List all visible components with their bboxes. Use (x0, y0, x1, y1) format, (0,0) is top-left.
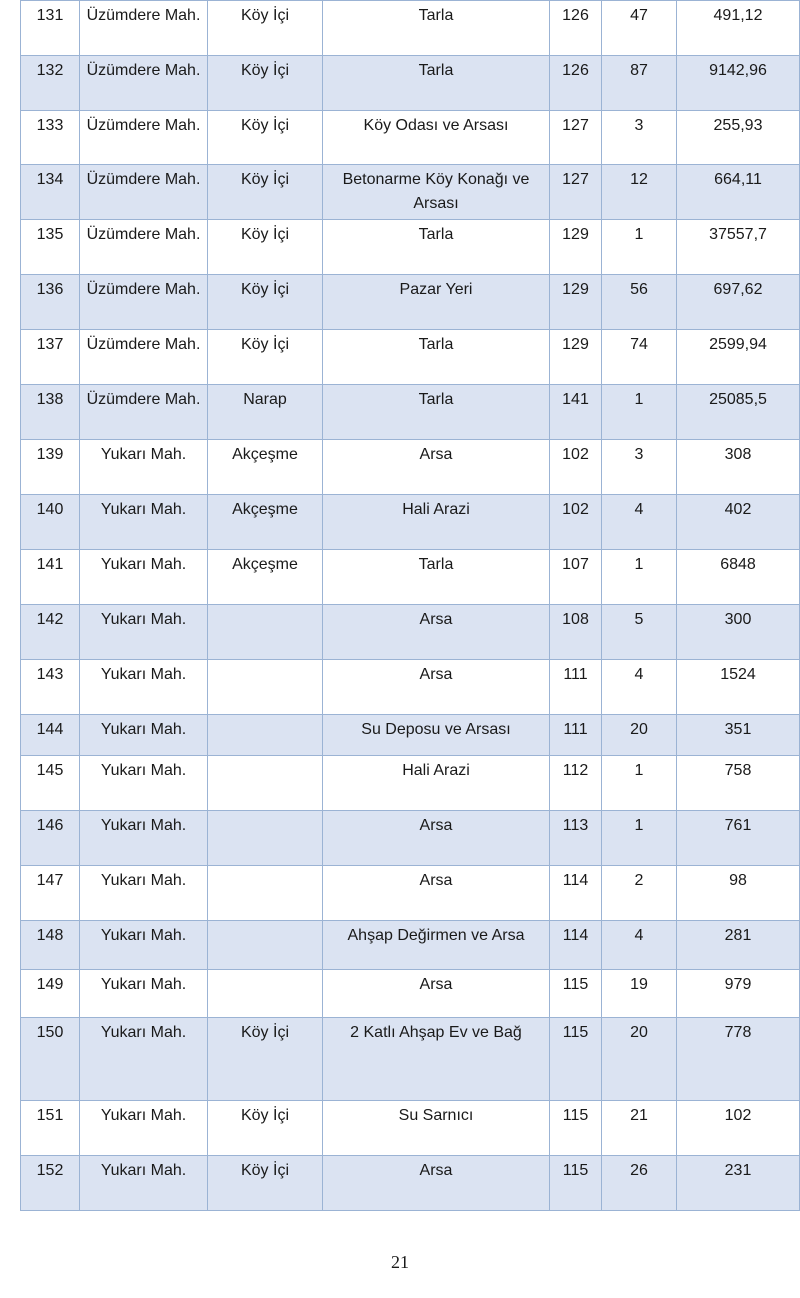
block-cell: 113 (550, 811, 602, 866)
property-type-cell: Betonarme Köy Konağı ve Arsası (323, 165, 550, 220)
area-cell: 6848 (677, 550, 800, 605)
neighborhood-cell: Yukarı Mah. (80, 970, 208, 1018)
table-row (21, 660, 800, 715)
location-cell (208, 605, 323, 660)
area-cell: 491,12 (677, 1, 800, 56)
table-row (21, 550, 800, 605)
location-cell (208, 866, 323, 921)
property-type-cell: Arsa (323, 660, 550, 715)
neighborhood-cell: Üzümdere Mah. (80, 165, 208, 220)
row-number-cell: 144 (21, 715, 80, 756)
row-number-cell: 151 (21, 1101, 80, 1156)
neighborhood-cell: Üzümdere Mah. (80, 111, 208, 165)
block-cell: 111 (550, 660, 602, 715)
table-row (21, 275, 800, 330)
parcel-cell: 74 (602, 330, 677, 385)
parcel-cell: 56 (602, 275, 677, 330)
property-type-cell: Tarla (323, 56, 550, 111)
row-number-cell: 140 (21, 495, 80, 550)
table-row (21, 111, 800, 165)
property-type-cell: Tarla (323, 385, 550, 440)
row-number-cell: 139 (21, 440, 80, 495)
row-number-cell: 132 (21, 56, 80, 111)
location-cell: Köy İçi (208, 1101, 323, 1156)
location-cell (208, 921, 323, 970)
neighborhood-cell: Yukarı Mah. (80, 605, 208, 660)
parcel-cell: 20 (602, 1018, 677, 1101)
block-cell: 111 (550, 715, 602, 756)
property-type-cell: Tarla (323, 550, 550, 605)
parcel-cell: 1 (602, 550, 677, 605)
block-cell: 115 (550, 1101, 602, 1156)
row-number-cell: 148 (21, 921, 80, 970)
table-row (21, 495, 800, 550)
parcel-table-body (21, 1, 800, 1211)
area-cell: 664,11 (677, 165, 800, 220)
parcel-cell: 21 (602, 1101, 677, 1156)
area-cell: 1524 (677, 660, 800, 715)
neighborhood-cell: Yukarı Mah. (80, 660, 208, 715)
neighborhood-cell: Yukarı Mah. (80, 550, 208, 605)
area-cell: 761 (677, 811, 800, 866)
area-cell: 308 (677, 440, 800, 495)
neighborhood-cell: Üzümdere Mah. (80, 220, 208, 275)
parcel-cell: 1 (602, 756, 677, 811)
row-number-cell: 142 (21, 605, 80, 660)
block-cell: 127 (550, 111, 602, 165)
neighborhood-cell: Yukarı Mah. (80, 715, 208, 756)
table-row (21, 165, 800, 220)
table-row (21, 1018, 800, 1101)
property-type-cell: Ahşap Değirmen ve Arsa (323, 921, 550, 970)
neighborhood-cell: Yukarı Mah. (80, 1018, 208, 1101)
location-cell: Köy İçi (208, 1, 323, 56)
table-row (21, 811, 800, 866)
block-cell: 102 (550, 440, 602, 495)
area-cell: 979 (677, 970, 800, 1018)
row-number-cell: 152 (21, 1156, 80, 1211)
area-cell: 98 (677, 866, 800, 921)
parcel-cell: 5 (602, 605, 677, 660)
table-row (21, 921, 800, 970)
row-number-cell: 137 (21, 330, 80, 385)
row-number-cell: 138 (21, 385, 80, 440)
area-cell: 231 (677, 1156, 800, 1211)
neighborhood-cell: Yukarı Mah. (80, 440, 208, 495)
table-row (21, 866, 800, 921)
neighborhood-cell: Üzümdere Mah. (80, 1, 208, 56)
parcel-cell: 2 (602, 866, 677, 921)
location-cell: Köy İçi (208, 275, 323, 330)
parcel-cell: 47 (602, 1, 677, 56)
location-cell: Köy İçi (208, 330, 323, 385)
neighborhood-cell: Yukarı Mah. (80, 1156, 208, 1211)
area-cell: 758 (677, 756, 800, 811)
property-type-cell: Arsa (323, 970, 550, 1018)
table-row (21, 970, 800, 1018)
parcel-cell: 1 (602, 385, 677, 440)
property-type-cell: Hali Arazi (323, 756, 550, 811)
property-type-cell: Su Deposu ve Arsası (323, 715, 550, 756)
row-number-cell: 133 (21, 111, 80, 165)
area-cell: 25085,5 (677, 385, 800, 440)
block-cell: 112 (550, 756, 602, 811)
row-number-cell: 150 (21, 1018, 80, 1101)
parcel-cell: 12 (602, 165, 677, 220)
location-cell: Narap (208, 385, 323, 440)
page-number: 21 (391, 1252, 409, 1272)
area-cell: 102 (677, 1101, 800, 1156)
neighborhood-cell: Yukarı Mah. (80, 495, 208, 550)
location-cell: Köy İçi (208, 111, 323, 165)
property-type-cell: Arsa (323, 605, 550, 660)
property-type-cell: 2 Katlı Ahşap Ev ve Bağ (323, 1018, 550, 1101)
block-cell: 115 (550, 1018, 602, 1101)
area-cell: 351 (677, 715, 800, 756)
neighborhood-cell: Yukarı Mah. (80, 866, 208, 921)
block-cell: 114 (550, 921, 602, 970)
table-row (21, 440, 800, 495)
parcel-cell: 1 (602, 811, 677, 866)
parcel-cell: 87 (602, 56, 677, 111)
location-cell (208, 970, 323, 1018)
neighborhood-cell: Üzümdere Mah. (80, 275, 208, 330)
block-cell: 107 (550, 550, 602, 605)
block-cell: 129 (550, 275, 602, 330)
property-type-cell: Tarla (323, 220, 550, 275)
property-type-cell: Arsa (323, 811, 550, 866)
property-type-cell: Hali Arazi (323, 495, 550, 550)
neighborhood-cell: Üzümdere Mah. (80, 56, 208, 111)
area-cell: 281 (677, 921, 800, 970)
parcel-table (20, 0, 800, 1211)
row-number-cell: 136 (21, 275, 80, 330)
property-type-cell: Arsa (323, 1156, 550, 1211)
table-row (21, 715, 800, 756)
parcel-cell: 3 (602, 111, 677, 165)
location-cell: Köy İçi (208, 165, 323, 220)
row-number-cell: 146 (21, 811, 80, 866)
table-row (21, 1, 800, 56)
table-row (21, 330, 800, 385)
location-cell: Köy İçi (208, 1156, 323, 1211)
property-type-cell: Köy Odası ve Arsası (323, 111, 550, 165)
area-cell: 300 (677, 605, 800, 660)
property-type-cell: Arsa (323, 866, 550, 921)
location-cell: Akçeşme (208, 550, 323, 605)
area-cell: 255,93 (677, 111, 800, 165)
property-type-cell: Arsa (323, 440, 550, 495)
area-cell: 37557,7 (677, 220, 800, 275)
table-row (21, 1101, 800, 1156)
block-cell: 129 (550, 330, 602, 385)
neighborhood-cell: Üzümdere Mah. (80, 330, 208, 385)
table-row (21, 385, 800, 440)
neighborhood-cell: Yukarı Mah. (80, 1101, 208, 1156)
area-cell: 778 (677, 1018, 800, 1101)
location-cell: Akçeşme (208, 495, 323, 550)
parcel-cell: 20 (602, 715, 677, 756)
row-number-cell: 131 (21, 1, 80, 56)
location-cell: Köy İçi (208, 1018, 323, 1101)
block-cell: 115 (550, 970, 602, 1018)
parcel-cell: 1 (602, 220, 677, 275)
location-cell (208, 715, 323, 756)
neighborhood-cell: Üzümdere Mah. (80, 385, 208, 440)
area-cell: 2599,94 (677, 330, 800, 385)
block-cell: 127 (550, 165, 602, 220)
block-cell: 126 (550, 56, 602, 111)
parcel-cell: 4 (602, 921, 677, 970)
row-number-cell: 147 (21, 866, 80, 921)
row-number-cell: 141 (21, 550, 80, 605)
table-row (21, 756, 800, 811)
location-cell (208, 811, 323, 866)
location-cell (208, 660, 323, 715)
property-type-cell: Tarla (323, 330, 550, 385)
area-cell: 697,62 (677, 275, 800, 330)
row-number-cell: 134 (21, 165, 80, 220)
parcel-cell: 19 (602, 970, 677, 1018)
location-cell: Akçeşme (208, 440, 323, 495)
block-cell: 115 (550, 1156, 602, 1211)
table-row (21, 1156, 800, 1211)
parcel-cell: 4 (602, 660, 677, 715)
property-type-cell: Pazar Yeri (323, 275, 550, 330)
row-number-cell: 149 (21, 970, 80, 1018)
parcel-cell: 4 (602, 495, 677, 550)
row-number-cell: 143 (21, 660, 80, 715)
table-row (21, 605, 800, 660)
table-row (21, 220, 800, 275)
block-cell: 126 (550, 1, 602, 56)
row-number-cell: 145 (21, 756, 80, 811)
area-cell: 9142,96 (677, 56, 800, 111)
location-cell: Köy İçi (208, 220, 323, 275)
property-type-cell: Su Sarnıcı (323, 1101, 550, 1156)
location-cell (208, 756, 323, 811)
neighborhood-cell: Yukarı Mah. (80, 756, 208, 811)
block-cell: 141 (550, 385, 602, 440)
table-row (21, 56, 800, 111)
block-cell: 129 (550, 220, 602, 275)
neighborhood-cell: Yukarı Mah. (80, 921, 208, 970)
parcel-cell: 3 (602, 440, 677, 495)
block-cell: 114 (550, 866, 602, 921)
parcel-cell: 26 (602, 1156, 677, 1211)
neighborhood-cell: Yukarı Mah. (80, 811, 208, 866)
row-number-cell: 135 (21, 220, 80, 275)
block-cell: 108 (550, 605, 602, 660)
property-type-cell: Tarla (323, 1, 550, 56)
area-cell: 402 (677, 495, 800, 550)
block-cell: 102 (550, 495, 602, 550)
location-cell: Köy İçi (208, 56, 323, 111)
